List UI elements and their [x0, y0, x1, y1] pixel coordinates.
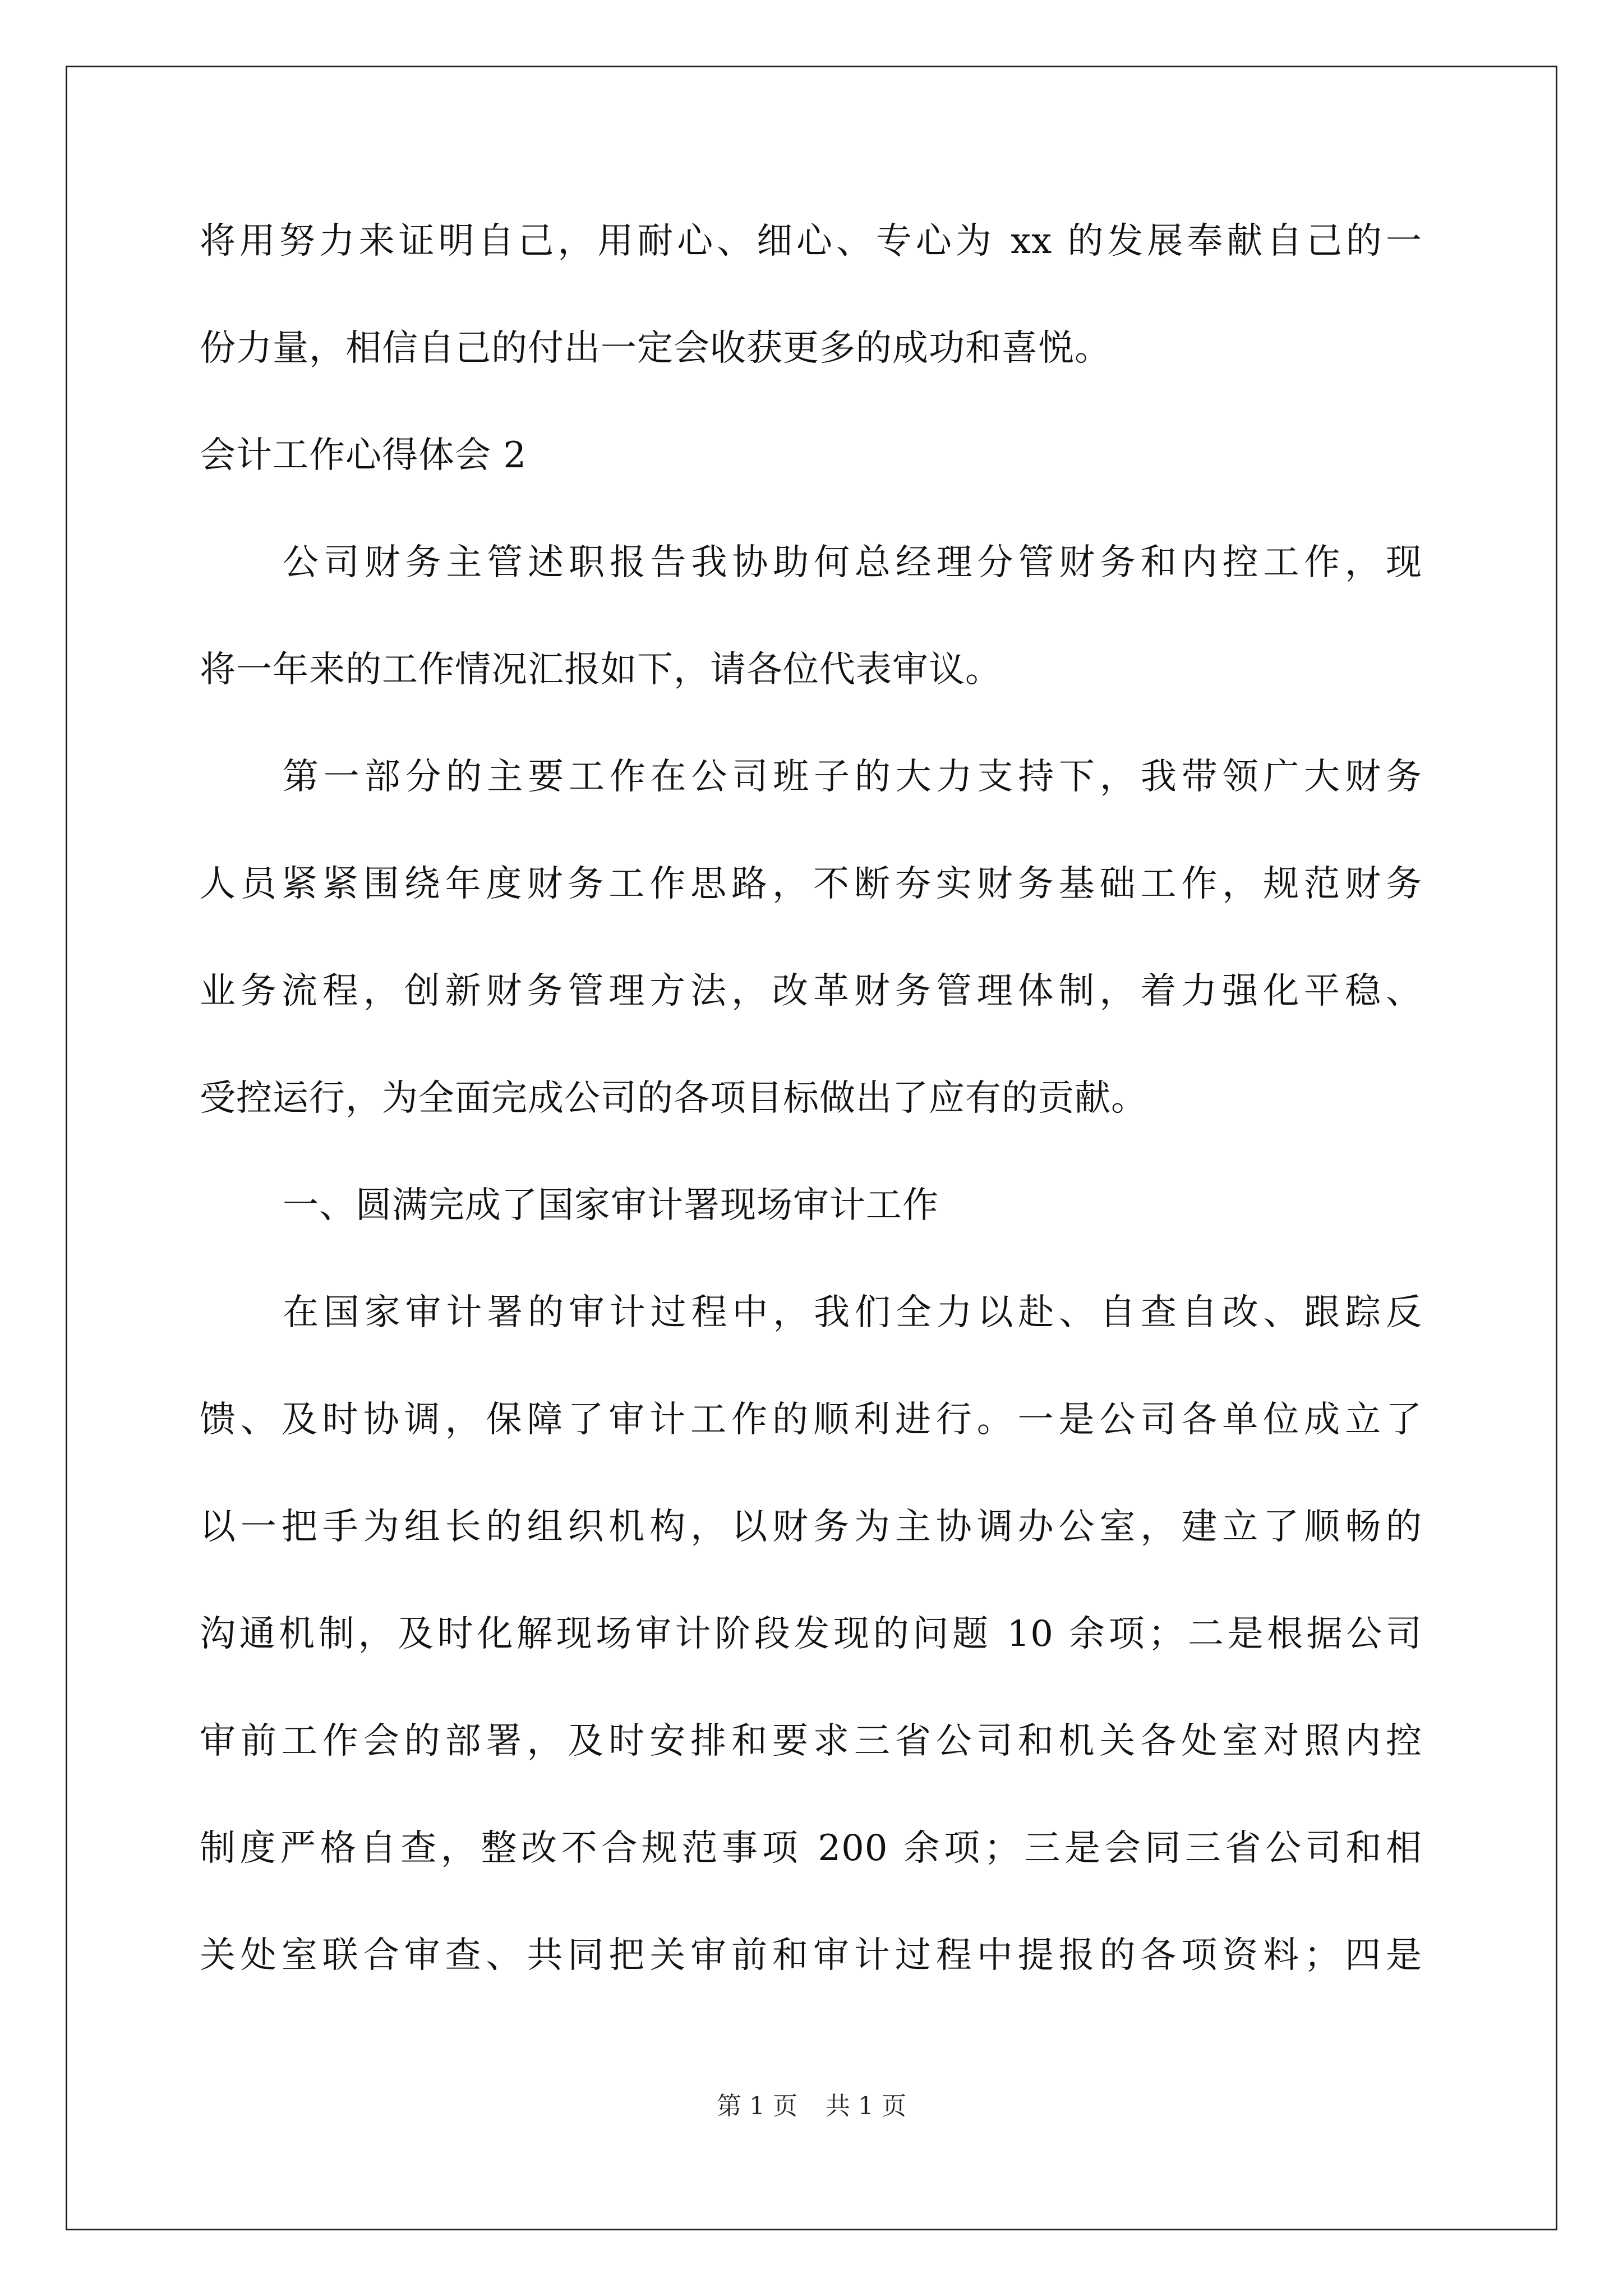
text-line: 制度严格自查，整改不合规范事项 200 余项；三是会同三省公司和相: [200, 1828, 1422, 1869]
text-line: 审前工作会的部署，及时安排和要求三省公司和机关各处室对照内控: [200, 1720, 1422, 1762]
page-footer: [0, 2090, 1623, 2123]
text-line: 馈、及时协调，保障了审计工作的顺利进行。一是公司各单位成立了: [200, 1399, 1422, 1441]
text-line: 在国家审计署的审计过程中，我们全力以赴、自查自改、跟踪反: [283, 1292, 1422, 1333]
text-line: 关处室联合审查、共同把关审前和审计过程中提报的各项资料；四是: [200, 1935, 1422, 1976]
text-line: 人员紧紧围绕年度财务工作思路，不断夯实财务基础工作，规范财务: [200, 863, 1422, 905]
section-heading: 会计工作心得体会 2: [200, 435, 527, 476]
subsection-heading: 一、圆满完成了国家审计署现场审计工作: [283, 1185, 939, 1226]
page-total: 共 1 页: [826, 2092, 906, 2120]
text-line: 份力量，相信自己的付出一定会收获更多的成功和喜悦。: [200, 328, 1111, 369]
text-line: 受控运行，为全面完成公司的各项目标做出了应有的贡献。: [200, 1078, 1147, 1119]
page-number: 第 1 页: [717, 2092, 797, 2120]
text-line: 第一部分的主要工作在公司班子的大力支持下，我带领广大财务: [283, 756, 1422, 798]
text-line: 将用努力来证明自己，用耐心、细心、专心为 xx 的发展奉献自己的一: [200, 220, 1422, 262]
text-line: 将一年来的工作情况汇报如下，请各位代表审议。: [200, 649, 1002, 691]
text-line: 以一把手为组长的组织机构，以财务为主协调办公室，建立了顺畅的: [200, 1506, 1422, 1548]
text-line: 业务流程，创新财务管理方法，改革财务管理体制，着力强化平稳、: [200, 970, 1422, 1012]
document-body: [200, 213, 1422, 2035]
text-line: 公司财务主管述职报告我协助何总经理分管财务和内控工作，现: [283, 542, 1422, 583]
text-line: 沟通机制，及时化解现场审计阶段发现的问题 10 余项；二是根据公司: [200, 1613, 1422, 1655]
